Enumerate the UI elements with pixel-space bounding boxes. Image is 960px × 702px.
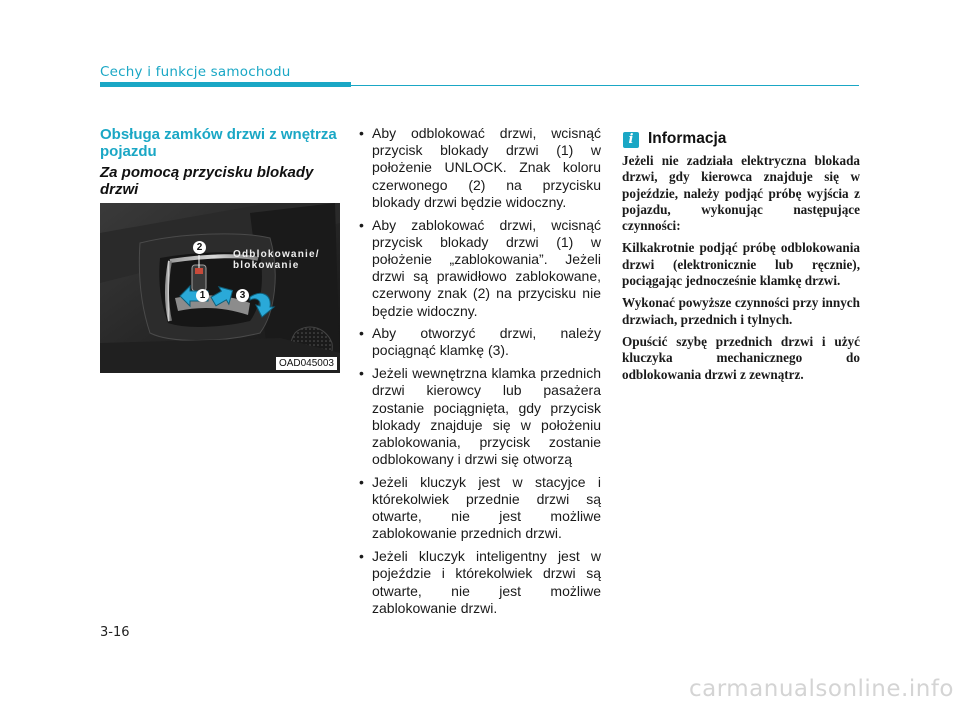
info-title: Informacja: [648, 130, 727, 147]
info-icon: i: [623, 132, 639, 148]
info-paragraph: Wykonać powyższe czynności przy innych drzwiach, przednich i tylnych.: [622, 295, 860, 327]
instruction-list: [356, 125, 601, 622]
page-number: 3-16: [100, 625, 130, 640]
watermark: carmanualsonline.info: [688, 676, 954, 702]
callout-3: 3: [236, 289, 249, 302]
door-panel-illustration: [100, 203, 340, 373]
info-paragraph: Kilkakrotnie podjąć próbę odblokowania drzwi (elektronicznie lub ręcznie), pociągając jednocześnie klamkę drzwi.: [622, 240, 860, 289]
info-body: [622, 153, 860, 389]
callout-1: 1: [196, 289, 209, 302]
info-paragraph: Jeżeli nie zadziała elektryczna blokada drzwi, gdy kierowca znajduje się w pojeździe, należy podjąć próbę wyjścia z pojazdu, wykonując następujące czynności:: [622, 153, 860, 234]
figure-label-line-1: Odblokowanie/: [233, 249, 320, 260]
callout-2: 2: [193, 241, 206, 254]
chapter-title: Cechy i funkcje samochodu: [100, 64, 291, 80]
section-heading: Obsługa zamków drzwi z wnętrza pojazdu: [100, 126, 337, 160]
list-item: • Jeżeli kluczyk jest w stacyjce i którekolwiek przednie drzwi są otwarte, nie jest możliwe zablokowanie przednich drzwi.: [356, 474, 601, 543]
figure-label: [233, 249, 320, 271]
info-paragraph: Opuścić szybę przednich drzwi i użyć kluczyka mechanicznego do odblokowania drzwi z zewnątrz.: [622, 333, 860, 382]
door-lock-photo: [100, 203, 340, 373]
list-item: • Aby odblokować drzwi, wcisnąć przycisk blokady drzwi (1) w położenie UNLOCK. Znak koloru czerwonego (2) na przycisku blokady drzwi będzie widoczny.: [356, 125, 601, 211]
header-accent-bar: [100, 82, 351, 87]
list-item: • Jeżeli kluczyk inteligentny jest w pojeździe i którekolwiek drzwi są otwarte, nie jest możliwe zablokowanie drzwi.: [356, 548, 601, 617]
figure-label-line-2: blokowanie: [233, 260, 300, 271]
list-item: • Jeżeli wewnętrzna klamka przednich drzwi kierowcy lub pasażera zostanie pociągnięta, gdy przycisk blokady znajduje się w położeniu zablokowania, przycisk zostanie odblokowany i drzwi się otworzą: [356, 365, 601, 468]
list-item: • Aby zablokować drzwi, wcisnąć przycisk blokady drzwi (1) w położenie „zablokowania”. Jeżeli drzwi są prawidłowo zablokowane, czerwony znak (2) na przycisku nie będzie widoczny.: [356, 217, 601, 320]
list-item: • Aby otworzyć drzwi, należy pociągnąć klamkę (3).: [356, 325, 601, 359]
figure-code: OAD045003: [276, 357, 337, 370]
header-rule: [351, 85, 859, 86]
subsection-heading: Za pomocą przycisku blokady drzwi: [100, 164, 314, 198]
